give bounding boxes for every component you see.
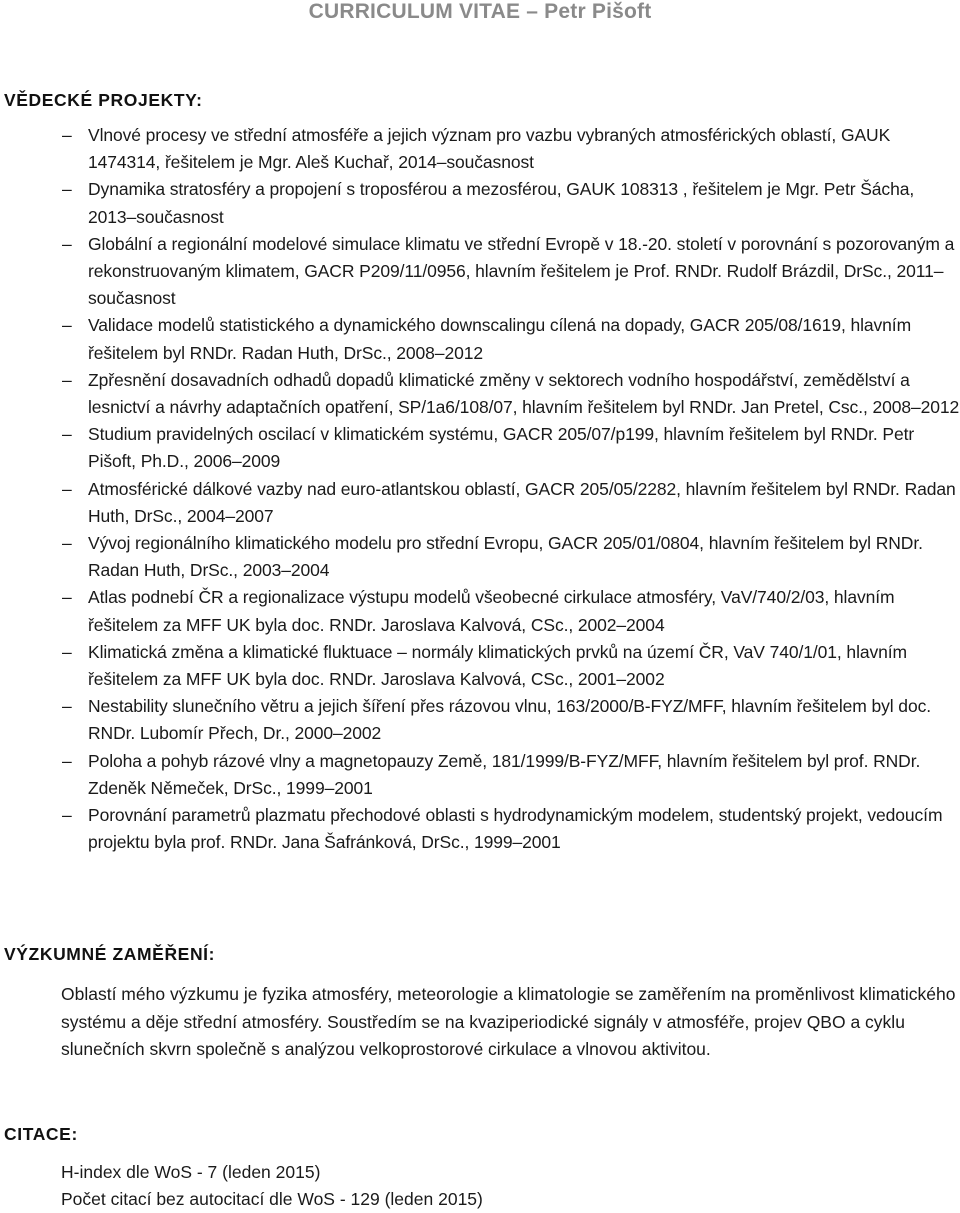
research-paragraph: Oblastí mého výzkumu je fyzika atmosféry, meteorologie a klimatologie se zaměřením na proměnlivost klimatického systému a děje střední atmosféry. Soustředím se na kvaziperiodické signály v atmosféře, projev QBO a cyklu slunečních skvrn společně s analýzou velkoprostorové cirkulace a vlnovou aktivitou. [61,984,956,1059]
project-text: Nestability slunečního větru a jejich šíření přes rázovou vlnu, 163/2000/B-FYZ/MFF, hlavním řešitelem byl doc. RNDr. Lubomír Přech, Dr., 2000–2002 [88,696,931,744]
project-item [0,476,960,530]
project-item [0,584,960,638]
project-item [0,748,960,802]
document-title: CURRICULUM VITAE – Petr Pišoft [308,0,652,23]
list-bullet-dash: – [62,315,72,336]
section-heading-research: VÝZKUMNÉ ZAMĚŘENÍ: [4,944,216,964]
list-bullet-dash: – [62,478,72,499]
section-heading-projects: VĚDECKÉ PROJEKTY: [4,90,203,110]
project-text: Atlas podnebí ČR a regionalizace výstupu modelů všeobecné cirkulace atmosféry, VaV/740/2/03, hlavním řešitelem za MFF UK byla doc. RNDr. Jaroslava Kalvová, CSc., 2002–2004 [88,587,895,635]
projects-list [0,122,960,856]
project-item [0,312,960,366]
citation-count: Počet citací bez autocitací dle WoS - 129 (leden 2015) [61,1189,483,1209]
project-text: Porovnání parametrů plazmatu přechodové oblasti s hydrodynamickým modelem, studentský projekt, vedoucím projektu byla prof. RNDr. Jana Šafránková, DrSc., 1999–2001 [88,805,943,853]
project-item [0,639,960,693]
project-text: Studium pravidelných oscilací v klimatickém systému, GACR 205/07/p199, hlavním řešitelem byl RNDr. Petr Pišoft, Ph.D., 2006–2009 [88,424,915,472]
project-text: Atmosférické dálkové vazby nad euro-atlantskou oblastí, GACR 205/05/2282, hlavním řešitelem byl RNDr. Radan Huth, DrSc., 2004–2007 [88,478,956,526]
list-bullet-dash: – [62,233,72,254]
list-bullet-dash: – [62,641,72,662]
project-item [0,693,960,747]
list-bullet-dash: – [62,179,72,200]
list-bullet-dash: – [62,587,72,608]
project-text: Vlnové procesy ve střední atmosféře a jejich význam pro vazbu vybraných atmosférických oblastí, GAUK 1474314, řešitelem je Mgr. Aleš Kuchař, 2014–současnost [88,125,891,173]
project-text: Poloha a pohyb rázové vlny a magnetopauzy Země, 181/1999/B-FYZ/MFF, hlavním řešitelem byl prof. RNDr. Zdeněk Němeček, DrSc., 1999–2001 [88,750,921,798]
project-text: Dynamika stratosféry a propojení s troposférou a mezosférou, GAUK 108313 , řešitelem je Mgr. Petr Šácha, 2013–současnost [88,179,915,227]
project-item [0,122,960,176]
project-item [0,802,960,856]
project-item [0,367,960,421]
project-item [0,421,960,475]
project-text: Globální a regionální modelové simulace klimatu ve střední Evropě v 18.-20. století v porovnání s pozorovaným a rekonstruovaným klimatem, GACR P209/11/0956, hlavním řešitelem je Prof. RNDr. Rudolf Brázdil, DrSc., 2011–současnost [88,233,955,309]
list-bullet-dash: – [62,750,72,771]
project-item [0,530,960,584]
project-text: Vývoj regionálního klimatického modelu pro střední Evropu, GACR 205/01/0804, hlavním řešitelem byl RNDr. Radan Huth, DrSc., 2003–2004 [88,533,923,581]
list-bullet-dash: – [62,805,72,826]
section-heading-citations: CITACE: [4,1124,78,1144]
list-bullet-dash: – [62,125,72,145]
list-bullet-dash: – [62,533,72,554]
project-text: Validace modelů statistického a dynamického downscalingu cílená na dopady, GACR 205/08/1619, hlavním řešitelem byl RNDr. Radan Huth, DrSc., 2008–2012 [88,315,912,363]
project-text: Klimatická změna a klimatické fluktuace – normály klimatických prvků na území ČR, VaV 740/1/01, hlavním řešitelem za MFF UK byla doc. RNDr. Jaroslava Kalvová, CSc., 2001–2002 [88,641,908,690]
citation-h-index: H-index dle WoS - 7 (leden 2015) [61,1162,321,1182]
list-bullet-dash: – [62,424,72,445]
list-bullet-dash: – [62,696,72,717]
project-item [0,231,960,313]
list-bullet-dash: – [62,369,72,390]
project-item [0,176,960,230]
project-text: Zpřesnění dosavadních odhadů dopadů klimatické změny v sektorech vodního hospodářství, zemědělství a lesnictví a návrhy adaptačních opatření, SP/1a6/108/07, hlavním řešitelem byl RNDr. Jan Pretel, Csc., 2008–2012 [88,369,960,418]
